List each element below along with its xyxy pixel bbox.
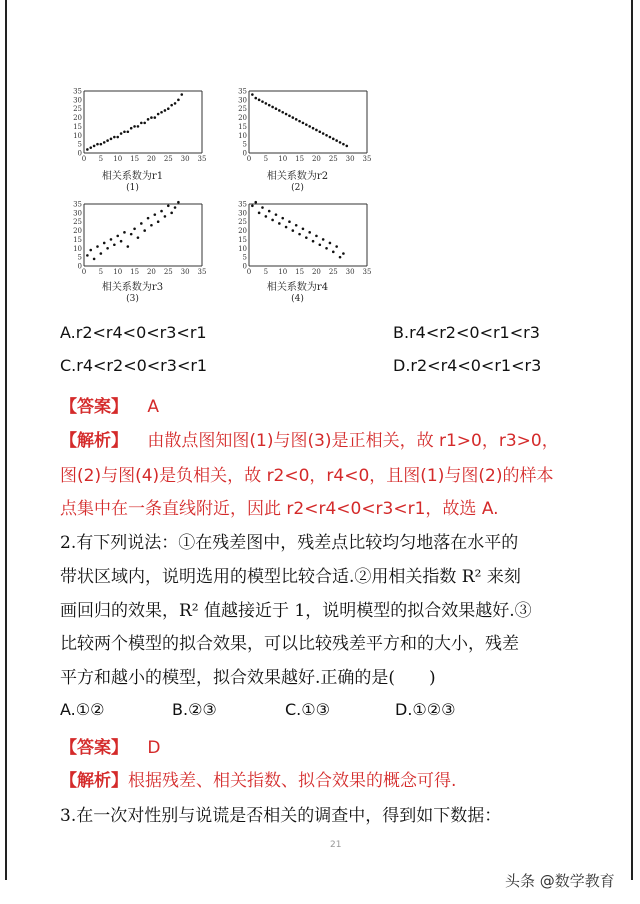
data-point [110,238,113,241]
q1-option-a-letter: A. [60,323,76,342]
data-point [120,132,123,135]
x-tick-label: 0 [81,155,87,163]
x-tick-label: 35 [197,155,207,163]
data-point [278,109,281,112]
data-point [305,123,308,126]
analysis-2-text: 根据残差、相关指数、拟合效果的概念可得. [128,771,457,791]
y-tick-label: 35 [73,200,82,209]
watermark-text: 头条 @数学教育 [505,872,615,890]
x-tick-label: 35 [362,155,372,163]
data-point [150,116,153,119]
x-tick-label: 5 [98,155,104,163]
data-point [322,238,325,241]
y-tick-label: 0 [77,262,82,271]
data-point [89,146,92,149]
x-tick-label: 0 [81,268,87,276]
data-point [86,254,89,257]
data-point [342,143,345,146]
data-point [100,252,103,255]
data-point [345,145,348,148]
data-point [254,201,257,204]
x-tick-label: 0 [246,155,252,163]
y-tick-label: 0 [77,149,82,158]
scatter-plot-2 [235,85,375,193]
data-point [180,93,183,96]
data-point [116,136,119,139]
data-point [106,247,109,250]
data-point [288,220,291,223]
scatter-plot-3 [70,198,210,304]
data-point [288,115,291,118]
y-tick-label: 20 [73,114,82,123]
q2-line-1: 2.有下列说法：①在残差图中，残差点比较均匀地落在水平的 [60,533,519,553]
q1-option-c [60,356,207,375]
scatter-plot-4 [235,198,375,304]
data-point [154,116,157,119]
y-tick-label: 25 [238,218,247,227]
data-point [150,224,153,227]
data-point [170,212,173,215]
data-point [157,113,160,116]
q1-option-b [393,323,540,342]
q1-option-b-text: r4<r2<0<r1<r3 [409,323,540,342]
data-point [275,107,278,110]
data-point [292,229,295,232]
x-tick-label: 15 [295,155,305,163]
answer-2-label: 【答案】 [60,738,128,758]
data-point [174,206,177,209]
x-tick-label: 10 [113,268,123,276]
y-tick-label: 30 [238,209,247,218]
x-tick-label: 30 [180,268,190,276]
data-point [177,99,180,102]
data-point [312,240,315,243]
answer-2-value: D [147,738,161,758]
scatter-plot-4-number: (4) [291,294,304,304]
q2-line-4: 比较两个模型的拟合效果，可以比较残差平方和的大小，残差 [60,634,519,654]
data-point [130,233,133,236]
data-point [261,100,264,103]
data-point [298,233,301,236]
answer-1-value: A [147,397,160,417]
data-point [96,245,99,248]
data-point [265,102,268,105]
scatter-plot-3-xlabel: 相关系数为r3 [101,282,164,293]
data-point [329,136,332,139]
analysis-1-line-2: 图(2)与图(4)是负相关，故 r2<0，r4<0，且图(1)与图(2)的样本 [60,466,554,486]
x-tick-label: 10 [113,155,123,163]
analysis-2 [60,766,456,791]
x-tick-label: 25 [163,155,173,163]
y-tick-label: 20 [73,227,82,236]
q2-line-2: 带状区域内，说明选用的模型比较合适.②用相关指数 R² 来刻 [60,567,521,587]
data-point [174,102,177,105]
data-point [123,130,126,133]
data-point [295,118,298,121]
data-point [164,215,167,218]
data-point [160,111,163,114]
data-point [164,109,167,112]
scatter-plot-1-number: (1) [126,183,139,193]
y-tick-label: 35 [73,87,82,96]
data-point [177,201,180,204]
data-point [298,120,301,123]
y-tick-label: 35 [238,87,247,96]
data-point [268,210,271,213]
data-point [116,235,119,238]
data-point [147,217,150,220]
data-point [143,122,146,125]
q1-option-c-letter: C. [60,356,77,375]
data-point [167,204,170,207]
data-point [147,118,150,121]
data-point [319,130,322,133]
data-point [137,125,140,128]
data-point [170,104,173,107]
y-tick-label: 10 [238,131,247,140]
x-tick-label: 10 [278,268,288,276]
data-point [258,212,261,215]
data-point [251,204,254,207]
data-point [113,243,116,246]
data-point [93,258,96,261]
data-point [302,122,305,125]
data-point [167,107,170,110]
data-point [315,129,318,132]
y-tick-label: 5 [242,140,247,149]
y-tick-label: 35 [238,200,247,209]
data-point [271,106,274,109]
data-point [96,143,99,146]
data-point [335,245,338,248]
data-point [137,236,140,239]
scatter-plot-2-svg [235,85,375,165]
data-point [278,222,281,225]
q1-option-a [60,323,207,342]
y-tick-label: 5 [77,253,82,262]
data-point [305,236,308,239]
y-tick-label: 10 [73,131,82,140]
y-tick-label: 10 [73,244,82,253]
scatter-plot-2-number: (2) [291,183,304,193]
data-point [335,139,338,142]
data-point [261,206,264,209]
data-point [285,113,288,116]
data-point [281,111,284,114]
y-tick-label: 15 [73,122,82,131]
q1-option-d [393,356,541,375]
q1-option-d-text: r2<r4<0<r1<r3 [410,356,542,375]
data-point [113,136,116,139]
data-point [157,220,160,223]
data-point [258,99,261,102]
x-tick-label: 25 [328,268,338,276]
data-point [127,245,130,248]
data-point [332,138,335,141]
data-point [308,231,311,234]
y-tick-label: 30 [73,96,82,105]
x-tick-label: 30 [345,155,355,163]
analysis-2-label: 【解析】 [60,771,128,791]
x-tick-label: 25 [328,155,338,163]
data-point [103,141,106,144]
x-tick-label: 20 [311,155,321,163]
y-tick-label: 5 [242,253,247,262]
y-tick-label: 0 [242,262,247,271]
x-tick-label: 35 [197,268,207,276]
x-tick-label: 30 [345,268,355,276]
data-point [285,226,288,229]
data-point [130,127,133,130]
data-point [127,130,130,133]
data-point [332,251,335,254]
data-point [342,252,345,255]
scatter-plot-1-svg [70,85,210,165]
data-point [339,141,342,144]
data-point [308,125,311,128]
x-tick-label: 20 [311,268,321,276]
x-tick-label: 10 [278,155,288,163]
x-tick-label: 15 [130,155,140,163]
data-point [160,210,163,213]
y-tick-label: 30 [73,209,82,218]
data-point [133,125,136,128]
q3-line-1: 3.在一次对性别与说谎是否相关的调查中，得到如下数据： [60,806,502,826]
q2-line-3: 画回归的效果，R² 值越接近于 1，说明模型的拟合效果越好.③ [60,601,532,621]
analysis-1-line-3: 点集中在一条直线附近，因此 r2<r4<0<r3<r1，故选 A. [60,499,499,519]
data-point [315,235,318,238]
scatter-plot-1 [70,85,210,193]
y-tick-label: 10 [238,244,247,253]
data-point [93,145,96,148]
q1-option-c-text: r4<r2<0<r3<r1 [76,356,208,375]
data-point [154,213,157,216]
analysis-1-label: 【解析】 [60,431,128,451]
q1-option-d-letter: D. [393,356,411,375]
y-tick-label: 15 [238,235,247,244]
data-point [339,256,342,259]
y-tick-label: 20 [238,227,247,236]
scatter-plot-4-svg [235,198,375,278]
analysis-1-line-1 [60,426,559,451]
data-point [120,240,123,243]
data-point [271,219,274,222]
x-tick-label: 20 [146,268,156,276]
data-point [143,229,146,232]
data-point [140,222,143,225]
answer-1-label: 【答案】 [60,397,128,417]
scatter-plot-1-xlabel: 相关系数为r1 [101,171,164,182]
y-tick-label: 25 [238,105,247,114]
data-point [106,139,109,142]
page-number: 21 [330,840,342,850]
data-point [103,242,106,245]
q2-line-5: 平方和越小的模型，拟合效果越好.正确的是( ) [60,668,436,688]
y-tick-label: 15 [73,235,82,244]
x-tick-label: 15 [295,268,305,276]
answer-2 [60,733,161,758]
data-point [110,138,113,141]
page-border-right [631,0,633,880]
scatter-plot-4-xlabel: 相关系数为r4 [266,282,329,293]
data-point [319,243,322,246]
q1-option-b-letter: B. [393,323,410,342]
x-tick-label: 35 [362,268,372,276]
page-border-left [5,0,7,880]
data-point [251,93,254,96]
q2-option-d: D.①②③ [395,700,456,719]
data-point [133,228,136,231]
y-tick-label: 20 [238,114,247,123]
x-tick-label: 15 [130,268,140,276]
data-point [265,215,268,218]
data-point [325,247,328,250]
data-point [322,132,325,135]
q1-option-a-text: r2<r4<0<r3<r1 [75,323,207,342]
data-point [312,127,315,130]
y-tick-label: 30 [238,96,247,105]
x-tick-label: 20 [146,155,156,163]
scatter-plot-3-svg [70,198,210,278]
data-point [295,224,298,227]
data-point [329,242,332,245]
q2-option-b: B.②③ [172,700,217,719]
data-point [100,143,103,146]
x-tick-label: 5 [263,155,269,163]
y-tick-label: 25 [73,105,82,114]
x-tick-label: 25 [163,268,173,276]
q2-option-c: C.①③ [285,700,330,719]
data-point [123,231,126,234]
y-tick-label: 0 [242,149,247,158]
scatter-plot-2-xlabel: 相关系数为r2 [266,171,329,182]
analysis-1-text-1: 由散点图知图(1)与图(3)是正相关，故 r1>0，r3>0， [147,431,559,451]
data-point [275,213,278,216]
data-point [89,249,92,252]
data-point [86,148,89,151]
q2-option-a: A.①② [60,700,105,719]
x-tick-label: 5 [98,268,104,276]
x-tick-label: 30 [180,155,190,163]
data-point [325,134,328,137]
scatter-plot-3-number: (3) [126,294,139,304]
y-tick-label: 5 [77,140,82,149]
data-point [254,97,257,100]
answer-1 [60,392,159,417]
data-point [302,228,305,231]
y-tick-label: 15 [238,122,247,131]
data-point [292,116,295,119]
data-point [268,104,271,107]
x-tick-label: 5 [263,268,269,276]
y-tick-label: 25 [73,218,82,227]
x-tick-label: 0 [246,268,252,276]
data-point [281,217,284,220]
data-point [140,122,143,125]
